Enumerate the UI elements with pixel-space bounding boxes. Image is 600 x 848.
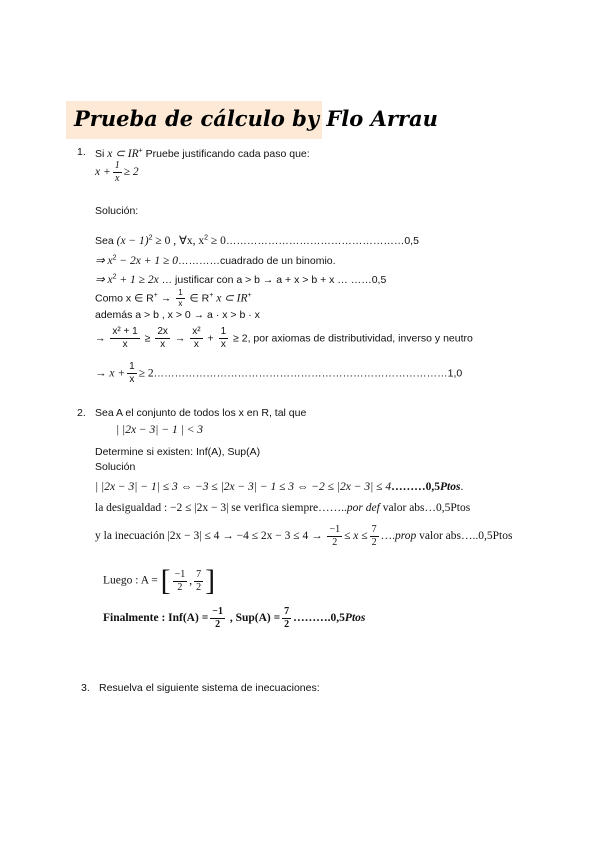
problem-2-line-3: y la inecuación |2x − 3| ≤ 4 → −4 ≤ 2x − 3 ≤ 4 → $\frac{-1}{2}$ ≤ x ≤ $\frac{7}{2}$ ….prop valor abs…..0,5Ptos bbox=[95, 524, 513, 548]
problem-1-goal: x + $\frac{1}{x}$ ≥ 2 bbox=[95, 160, 139, 184]
problem-2-determine: Determine si existen: Inf(A), Sup(A) bbox=[95, 446, 261, 458]
problem-2-line-2: la desigualdad : −2 ≤ |2x − 3| se verifica siempre……..por def valor abs…0,5Ptos bbox=[95, 502, 471, 514]
problem-2-solution-label: Solución bbox=[95, 461, 136, 473]
problem-1-number: 1. bbox=[77, 146, 86, 158]
problem-1-line-3: ⇒ $x^2 + 1 \ge 2x$ … justificar con a > b → a + x > b + x … ……0,5 bbox=[95, 273, 387, 286]
problem-1-solution-label: Solución: bbox=[95, 205, 139, 217]
problem-1-line-5: además a > b , x > 0 → a · x > b · x bbox=[95, 309, 260, 321]
problem-2-number: 2. bbox=[77, 407, 86, 419]
problem-3-statement: Resuelva el siguiente sistema de inecuaciones: bbox=[99, 682, 320, 694]
problem-1-line-2: ⇒ $x^2 - 2x + 1$ ≥ 0…………cuadrado de un binomio. bbox=[95, 254, 336, 267]
problem-2-line-1: | |2x − 3| − 1| ≤ 3 ⇔ −3 ≤ |2x − 3| − 1 ≤ 3 ⇔ −2 ≤ |2x − 3| ≤ 4………0,5Ptos. bbox=[95, 481, 464, 493]
problem-3-number: 3. bbox=[81, 682, 90, 694]
problem-1-line-4: Como x ∈ R+ → $\frac{1}{x}$ ∈ R+ x ⊂ IR+ bbox=[95, 288, 252, 308]
problem-2-statement: Sea A el conjunto de todos los x en R, tal que bbox=[95, 407, 307, 419]
page-title: Prueba de cálculo by Flo Arrau bbox=[74, 106, 438, 131]
problem-2-luego: Luego : A = [ $\frac{-1}{2}$ , $\frac{7}{2}$ ] bbox=[103, 564, 216, 597]
problem-1-line-6: → $\frac{\text{x² + 1}}{x}$ ≥ $\frac{2x}{x}$ → $\frac{\text{x²}}{x}$ + $\frac{1}{x}$ ≥ 2, por axiomas de distributividad, inverso y neutro bbox=[95, 326, 473, 350]
problem-1-line-7: → x + $\frac{1}{x}$ ≥ 2…………………………………………………………………………1,0 bbox=[95, 361, 463, 385]
problem-2-final: Finalmente : Inf(A) = $\frac{-1}{2}$ , Sup(A) = $\frac{7}{2}$ ……….0,5Ptos bbox=[103, 606, 366, 630]
problem-2-condition: | |2x − 3| − 1 | < 3 bbox=[116, 424, 204, 436]
problem-1-statement: Si x ⊂ IR+ Pruebe justificando cada paso que: bbox=[95, 147, 310, 160]
problem-1-line-1: Sea $(x - 1)^2 \ge 0$ , ∀x, $x^2$ ≥ 0……………………………………………0,5 bbox=[95, 234, 419, 247]
